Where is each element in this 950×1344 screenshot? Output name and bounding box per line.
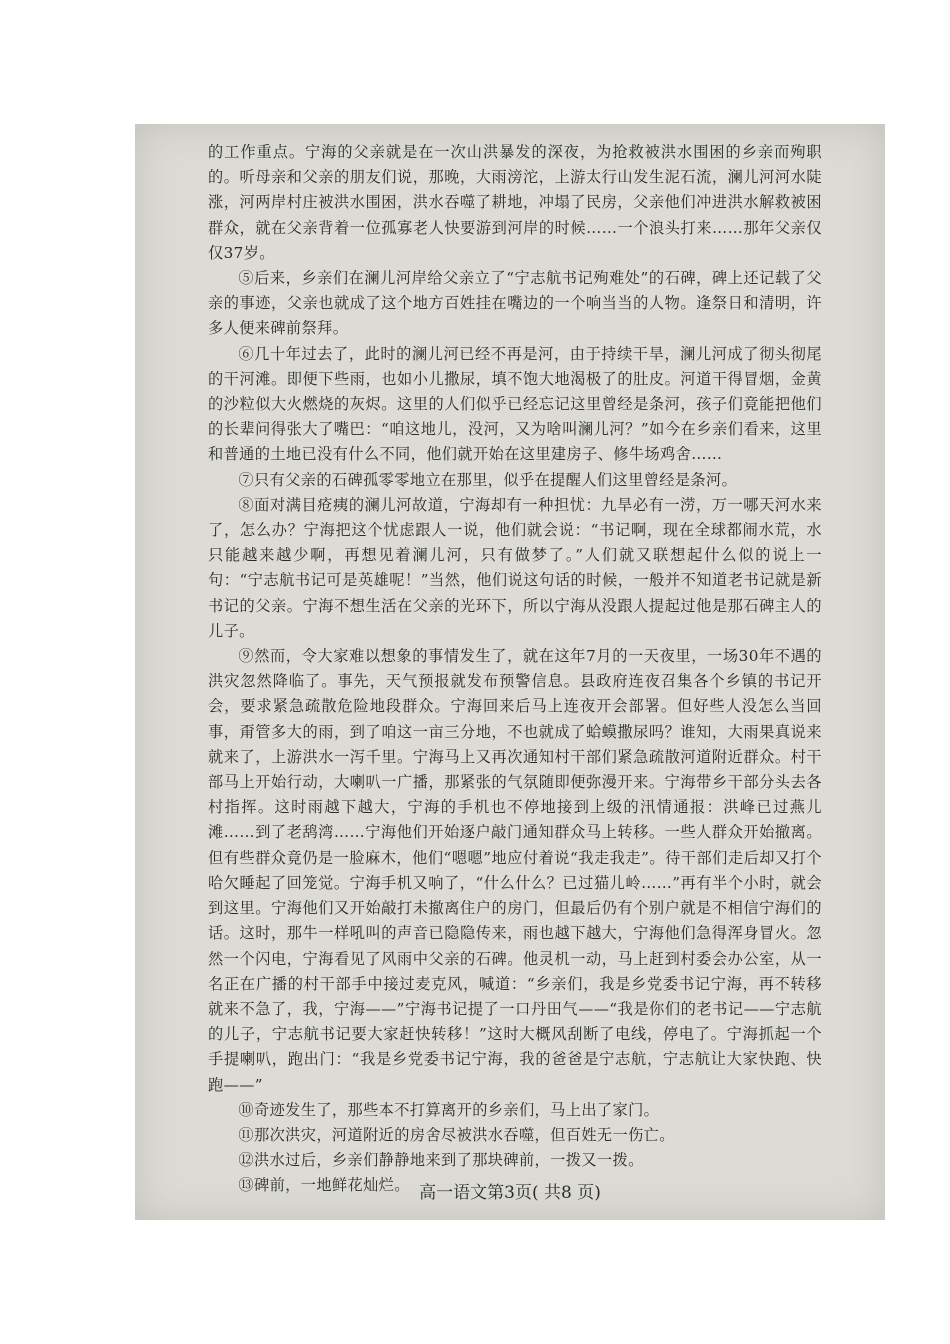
paragraph-7: ⑦只有父亲的石碑孤零零地立在那里，似乎在提醒人们这里曾经是条河。 — [238, 470, 738, 489]
paragraph-11: ⑪那次洪灾，河道附近的房舍尽被洪水吞噬，但百姓无一伤亡。 — [238, 1125, 675, 1144]
article-body — [208, 140, 822, 1199]
paragraph-8: ⑧面对满目疮痍的澜儿河故道，宁海却有一种担忧：九旱必有一涝，万一哪天河水来了，怎么办？宁海把这个忧虑跟人一说，他们就会说：“书记啊，现在全球都闹水荒，水只能越来越少啊，再想见着澜儿河，只有做梦了。”人们就又联想起什么似的说上一句：“宁志航书记可是英雄呢！”当然，他们说这句话的时候，一般并不知道老书记就是新书记的父亲。宁海不想生活在父亲的光环下，所以宁海从没跟人提起过他是那石碑主人的儿子。 — [208, 495, 822, 640]
paragraph-12: ⑫洪水过后，乡亲们静静地来到了那块碑前，一拨又一拨。 — [238, 1151, 644, 1170]
paragraph-13: ⑬碑前，一地鲜花灿烂。 — [238, 1176, 410, 1195]
paragraph-10: ⑩奇迹发生了，那些本不打算离开的乡亲们，马上出了家门。 — [238, 1100, 660, 1119]
paragraph-5: ⑤后来，乡亲们在澜儿河岸给父亲立了“宁志航书记殉难处”的石碑，碑上还记载了父亲的事迹，父亲也就成了这个地方百姓挂在嘴边的一个响当当的人物。逢祭日和清明，许多人便来碑前祭拜。 — [208, 269, 822, 338]
paragraph-6: ⑥几十年过去了，此时的澜儿河已经不再是河，由于持续干旱，澜儿河成了彻头彻尾的干河滩。即便下些雨，也如小儿撒尿，填不饱大地渴极了的肚皮。河道干得冒烟，金黄的沙粒似大火燃烧的灰烬。这里的人们似乎已经忘记这里曾经是条河，孩子们竟能把他们的长辈问得张大了嘴巴：“咱这地儿，没河，又为啥叫澜儿河？”如今在乡亲们看来，这里和普通的土地已没有什么不同，他们就开始在这里建房子、修牛场鸡舍…… — [208, 344, 822, 464]
paragraph-4-continued: 的工作重点。宁海的父亲就是在一次山洪暴发的深夜，为抢救被洪水围困的乡亲而殉职的。听母亲和父亲的朋友们说，那晚，大雨滂沱，上游太行山发生泥石流，澜儿河河水陡涨，河两岸村庄被洪水围困，洪水吞噬了耕地，冲塌了民房，父亲他们冲进洪水解救被困群众，就在父亲背着一位孤寡老人快要游到河岸的时候……一个浪头打来……那年父亲仅仅37岁。 — [208, 143, 822, 262]
page-footer: 高一语文第3页( 共8 页) — [419, 1183, 601, 1203]
paragraph-9: ⑨然而，令大家难以想象的事情发生了，就在这年7月的一天夜里，一场30年不遇的洪灾忽然降临了。事先，天气预报就发布预警信息。县政府连夜召集各个乡镇的书记开会，要求紧急疏散危险地段群众。宁海回来后马上连夜开会部署。但好些人没怎么当回事，甭管多大的雨，到了咱这一亩三分地，不也就成了蛤蟆撒尿吗？谁知，大雨果真说来就来了，上游洪水一泻千里。宁海马上又再次通知村干部们紧急疏散河道附近群众。村干部马上开始行动，大喇叭一广播，那紧张的气氛随即便弥漫开来。宁海带乡干部分头去各村指挥。这时雨越下越大，宁海的手机也不停地接到上级的汛情通报：洪峰已过燕儿滩……到了老鸹湾……宁海他们开始逐户敲门通知群众马上转移。一些人群众开始撤离。但有些群众竟仍是一脸麻木，他们“嗯嗯”地应付着说“我走我走”。待干部们走后却又打个哈欠睡起了回笼觉。宁海手机又响了，“什么什么？已过猫儿岭……”再有半个小时，就会到这里。宁海他们又开始敲打未撤离住户的房门，但最后仍有个别户就是不相信宁海们的话。这时，那牛一样吼叫的声音已隐隐传来，雨也越下越大，宁海他们急得浑身冒火。忽然一个闪电，宁海看见了风雨中父亲的石碑。他灵机一动，马上赶到村委会办公室，从一名正在广播的村干部手中接过麦克风，喊道：“乡亲们，我是乡党委书记宁海，再不转移就来不急了，我，宁海——”宁海书记提了一口丹田气——“我是你们的老书记——宁志航的儿子，宁志航书记要大家赶快转移！”这时大概风刮断了电线，停电了。宁海抓起一个手提喇叭，跑出门：“我是乡党委书记宁海，我的爸爸是宁志航，宁志航让大家快跑、快跑——” — [208, 647, 822, 1094]
